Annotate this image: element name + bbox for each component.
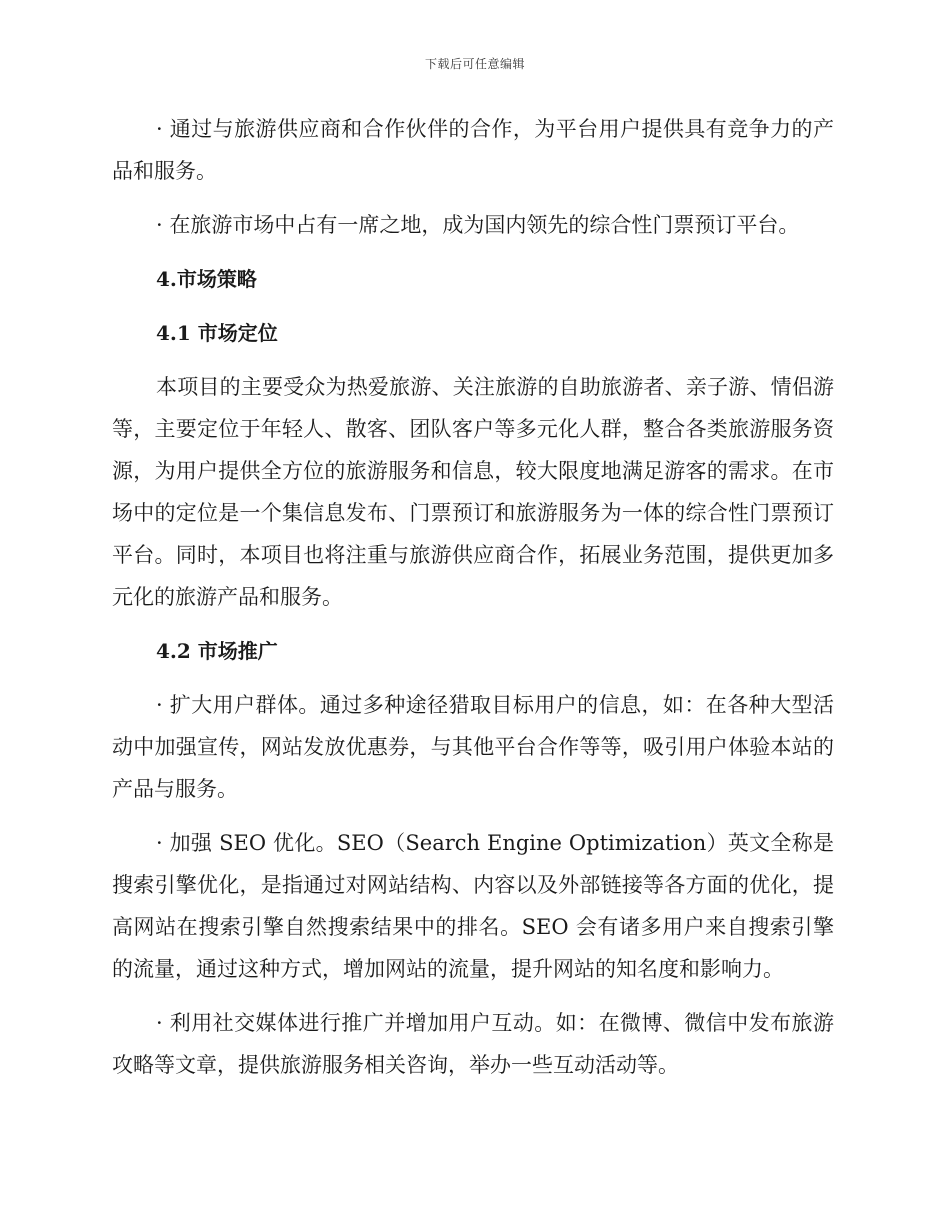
bullet-paragraph: · 通过与旅游供应商和合作伙伴的合作，为平台用户提供具有竞争力的产品和服务。 <box>112 117 834 183</box>
document-body <box>112 108 834 1098</box>
bullet-paragraph: · 加强 SEO 优化。SEO（Search Engine Optimization）英文全称是搜索引擎优化，是指通过对网站结构、内容以及外部链接等各方面的优化，提高网站在搜索引擎自然搜索结果中的排名。SEO 会有诸多用户来自搜索引擎的流量，通过这种方式，增加网站的流量，提升网站的知名度和影响力。 <box>112 831 834 981</box>
bullet-paragraph: · 利用社交媒体进行推广并增加用户互动。如：在微博、微信中发布旅游攻略等文章，提供旅游服务相关咨询，举办一些互动活动等。 <box>112 1011 834 1077</box>
page-header: 下载后可任意编辑 <box>424 57 525 71</box>
body-paragraph: 本项目的主要受众为热爱旅游、关注旅游的自助旅游者、亲子游、情侣游等，主要定位于年轻人、散客、团队客户等多元化人群，整合各类旅游服务资源，为用户提供全方位的旅游服务和信息，较大限度地满足游客的需求。在市场中的定位是一个集信息发布、门票预订和旅游服务为一体的综合性门票预订平台。同时，本项目也将注重与旅游供应商合作，拓展业务范围，提供更加多元化的旅游产品和服务。 <box>112 375 834 609</box>
subsection-heading: 4.1 市场定位 <box>156 321 278 345</box>
subsection-heading: 4.2 市场推广 <box>156 639 278 663</box>
bullet-paragraph: · 在旅游市场中占有一席之地，成为国内领先的综合性门票预订平台。 <box>156 213 800 237</box>
bullet-paragraph: · 扩大用户群体。通过多种途径猎取目标用户的信息，如：在各种大型活动中加强宣传，网站发放优惠券，与其他平台合作等等，吸引用户体验本站的产品与服务。 <box>112 693 834 801</box>
section-heading: 4.市场策略 <box>156 267 257 291</box>
